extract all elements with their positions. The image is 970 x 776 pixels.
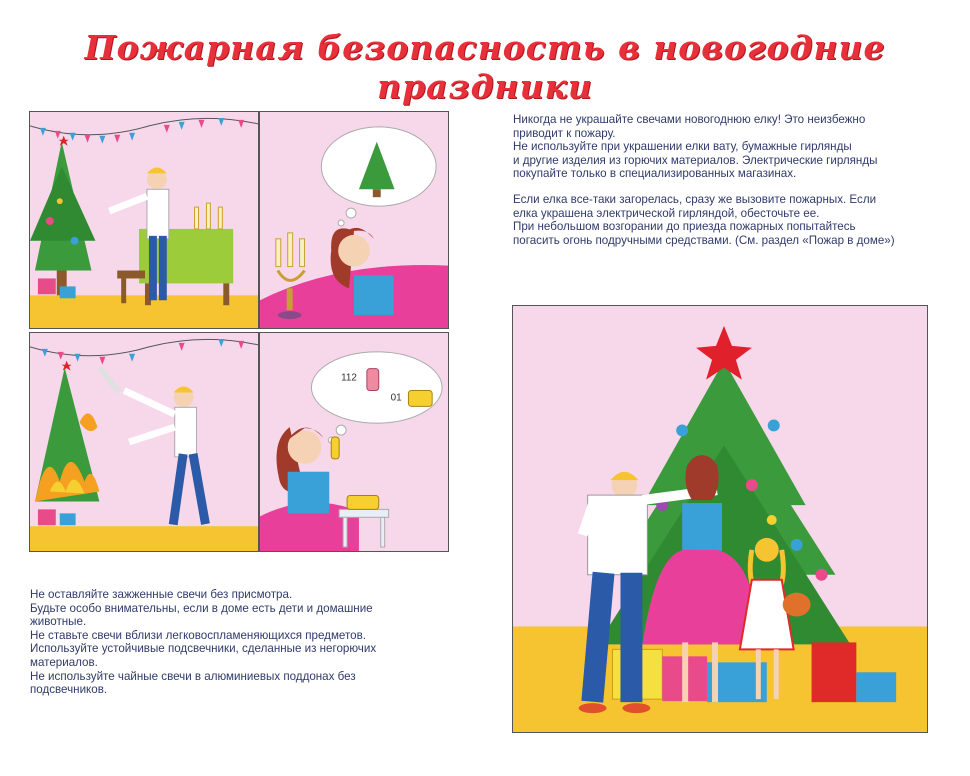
text-line: При небольшом возгорании до приезда пожарных попытайтесь bbox=[513, 220, 856, 234]
text-line: Не используйте чайные свечи в алюминиевых поддонах без bbox=[30, 669, 356, 683]
illustration-candle-thought bbox=[260, 112, 448, 328]
text-line: погасить огонь подручными средствами. (См. раздел «Пожар в доме») bbox=[513, 233, 895, 247]
illustration-calling-firefighters bbox=[260, 333, 448, 551]
phone-number-112: 112 bbox=[341, 372, 357, 384]
text-line: подсвечников. bbox=[30, 683, 108, 697]
text-line: Не используйте при украшении елки вату, бумажные гирлянды bbox=[513, 140, 852, 154]
text-line: животные. bbox=[30, 615, 87, 629]
text-line: Используйте устойчивые подсвечники, сделанные из негорючих bbox=[30, 642, 377, 656]
text-line: Не оставляйте зажженные свечи без присмотра. bbox=[30, 588, 293, 601]
text-line: Если елка все-таки загорелась, сразу же вызовите пожарных. Если bbox=[513, 192, 877, 206]
text-line: елка украшена электрической гирляндой, обесточьте ее. bbox=[513, 206, 820, 220]
text-line: Никогда не украшайте свечами новогоднюю елку! Это неизбежно bbox=[513, 113, 866, 126]
comic-panel-tree-fire bbox=[29, 332, 259, 552]
text-line: приводит к пожару. bbox=[513, 126, 616, 140]
text-line: Не ставьте свечи вблизи легковоспламеняющихся предметов. bbox=[30, 628, 366, 642]
comic-panel-calling-firefighters bbox=[259, 332, 449, 552]
phone-number-01: 01 bbox=[390, 392, 402, 404]
illustration-tree-fire bbox=[30, 333, 258, 551]
page-title: Пожарная безопасность в новогодние праздники bbox=[84, 28, 886, 106]
family-tree-illustration bbox=[512, 305, 928, 733]
text-line: материалов. bbox=[30, 655, 98, 669]
comic-panel-lighting-candles bbox=[29, 111, 259, 329]
comic-panel-candle-thought bbox=[259, 111, 449, 329]
tree-safety-text bbox=[513, 113, 933, 247]
text-line: и другие изделия из горючих материалов. Электрические гирлянды bbox=[513, 153, 878, 167]
illustration-family-tree bbox=[513, 306, 927, 732]
text-line: покупайте только в специализированных магазинах. bbox=[513, 167, 797, 181]
illustration-lighting-candles bbox=[30, 112, 258, 328]
text-line: Будьте особо внимательны, если в доме есть дети и домашние bbox=[30, 601, 373, 615]
candle-safety-text bbox=[30, 588, 410, 697]
